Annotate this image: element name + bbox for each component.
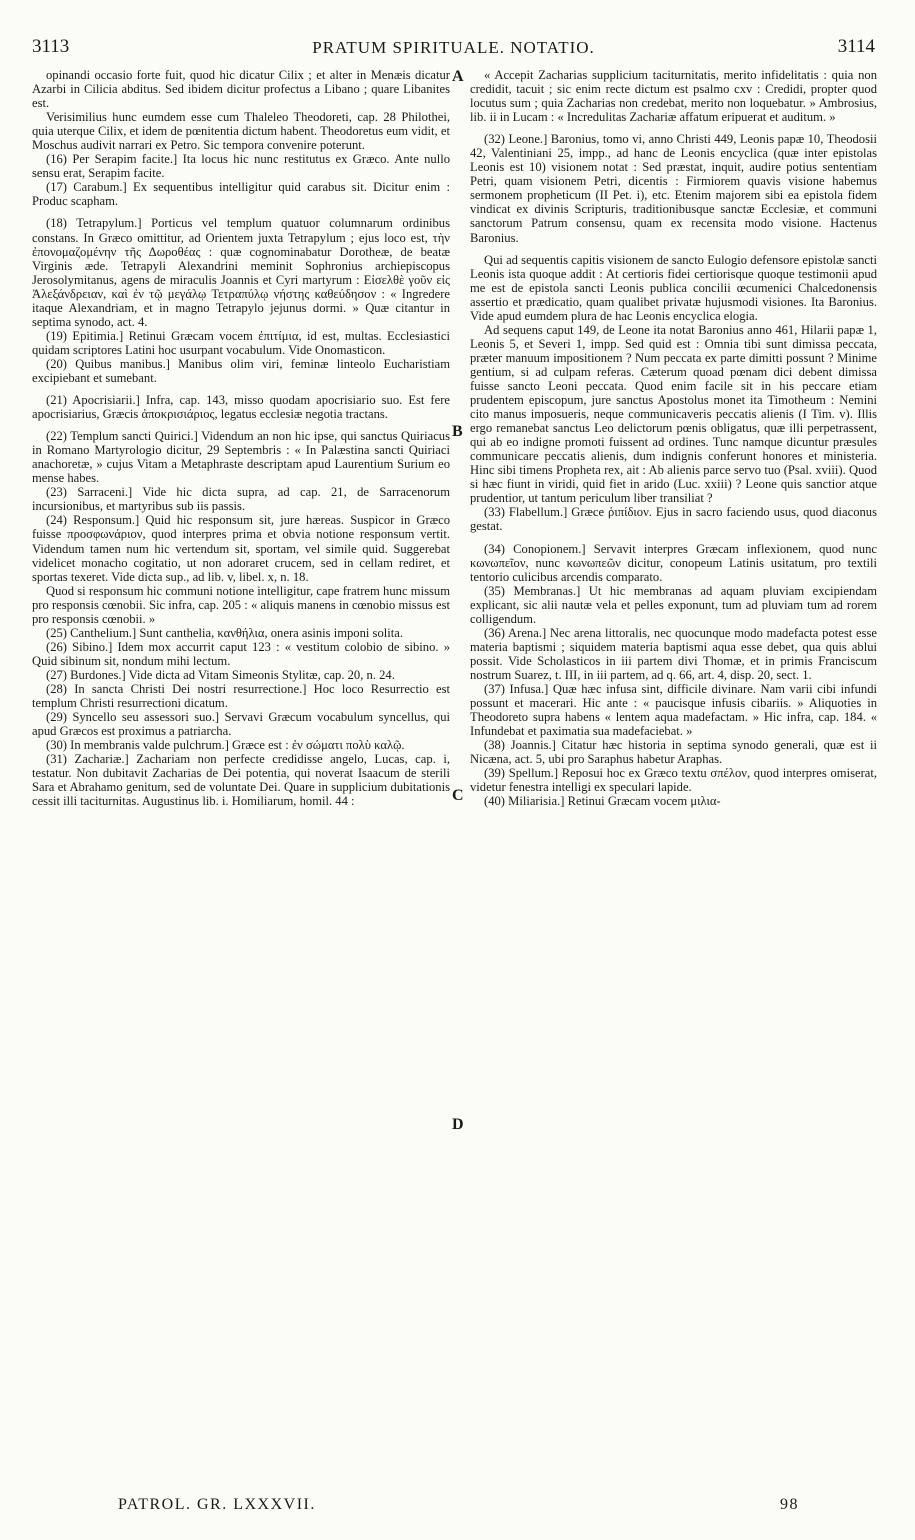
footer-volume: PATROL. GR. LXXXVII. bbox=[118, 1496, 316, 1513]
right-column bbox=[470, 68, 877, 808]
right-column-number: 3114 bbox=[837, 36, 875, 57]
paragraph: Verisimilius hunc eumdem esse cum Thaleleo Theodoreti, cap. 28 Philothei, quia uterque Cilix, et idem de pœnitentia dictum habent. Theodoretus eum vidit, et Moschus audivit narrari ex Petro. Sic tempora convenire poterunt. bbox=[32, 110, 450, 153]
marker-b: B bbox=[452, 423, 463, 440]
paragraph: (29) Syncello seu assessori suo.] Servavi Græcum vocabulum syncellus, qui apud Græcos est proximus a patriarcha. bbox=[32, 710, 450, 739]
paragraph: opinandi occasio forte fuit, quod hic dicatur Cilix ; et alter in Menæis dicatur Azarbi in Cilicia abditus. Sed ibidem dicitur profectus a Libano ; quare Libanites est. bbox=[32, 68, 450, 111]
marker-c: C bbox=[452, 787, 464, 804]
paragraph: Quod si responsum hic communi notione intelligitur, cape fratrem hunc missum pro responsis cœnobii. Sic infra, cap. 205 : « aliquis manens in cœnobio missus est pro responsis cœnobii. » bbox=[32, 583, 450, 626]
paragraph: « Accepit Zacharias supplicium taciturnitatis, merito infidelitatis : quia non credidit, tacuit ; sic enim recte dictum est psalmo cxv : Credidi, propter quod locutus sum ; quia Zacharias non credebat, merito non loquebatur. » Ambrosius, lib. ii in Lucam : « Incredulitas Zachariæ affatum eripuerat et auditum. » bbox=[470, 68, 877, 125]
paragraph: (22) Templum sancti Quirici.] Videndum an non hic ipse, qui sanctus Quiriacus in Romano Martyrologio dicitur, 29 Septembris : « In Palæstina sancti Quiriaci anachoretæ, » cujus Vitam a Metaphraste descriptam apud Laurentium Surium eo mense habes. bbox=[32, 429, 450, 486]
running-header bbox=[32, 36, 875, 64]
paragraph: (20) Quibus manibus.] Manibus olim viri, feminæ linteolo Eucharistiam excipiebant et sumebant. bbox=[32, 356, 450, 385]
running-title: PRATUM SPIRITUALE. NOTATIO. bbox=[312, 38, 595, 57]
paragraph: (17) Carabum.] Ex sequentibus intelligitur quid carabus sit. Dicitur enim : Produc scapham. bbox=[32, 180, 450, 209]
marker-a: A bbox=[452, 68, 464, 85]
paragraph: (25) Canthelium.] Sunt canthelia, κανθήλια, onera asinis imponi solita. bbox=[46, 625, 403, 640]
paragraph: (39) Spellum.] Reposui hoc ex Græco textu σπέλον, quod interpres omiserat, videtur fenestra intelligi ex speculari lapide. bbox=[470, 766, 877, 795]
paragraph: (31) Zachariæ.] Zachariam non perfecte credidisse angelo, Lucas, cap. i, testatur. Non dubitavit Zacharias de Dei potentia, qui noverat Isaacum de sterili Sara et Abrahamo genitum, sed de voluntate Dei. Quare in supplicium dubitationis cessit illi taciturnitas. Augustinus lib. i. Homiliarum, homil. 44 : bbox=[32, 752, 450, 809]
left-column bbox=[32, 68, 450, 808]
paragraph: (38) Joannis.] Citatur hæc historia in septima synodo generali, quæ est ii Nicæna, act. 5, ubi pro Saraphus habetur Araphas. bbox=[470, 738, 877, 767]
paragraph: (26) Sibino.] Idem mox accurrit caput 123 : « vestitum colobio de sibino. » Quid sibinum sit, nondum mihi lectum. bbox=[32, 639, 450, 668]
paragraph: (30) In membranis valde pulchrum.] Græce est : ἐν σώματι πολὺ καλῷ. bbox=[46, 738, 405, 753]
paragraph: Ad sequens caput 149, de Leone ita notat Baronius anno 461, Hilarii papæ 1, Leonis 5, et Severi 1, impp. Sed quid est : Omnia tibi sunt dimissa peccata, præter manuum impositionem ? Num peccata ex parte dimitti possunt ? Minime gentium, si ad culpam referas. Cæterum quoad pœnam dici debent dimissa fuisse sancto Leoni peccata. Quod enim facile sit in his peccare etiam prudentem episcopum, jure sanctus Apostolus monet ita Timotheum : Nemini cito manus imposueris, neque communicaveris peccatis alienis (I Tim. v). Illis ergo remanebat sanctus Leo delictorum pœnis obligatus, quæ illi perpetrassent, qui ab eo indigne promoti fuissent ad ordines. Tunc namque dicuntur præsules communicare peccatis alienis, dum indignis conferunt honores et ministeria. Hinc sibi timens Propheta rex, ait : Ab alienis parce servo tuo (Psal. xviii). Quod si hæc fiunt in viridi, quid fiet in arido (Luc. xxiii) ? Leone quis sanctior atque prudentior, ut tantum periculum liber transiliat ? bbox=[470, 322, 877, 506]
left-column-number: 3113 bbox=[32, 36, 70, 57]
paragraph: (19) Epitimia.] Retinui Græcam vocem ἐπιτίμια, id est, multas. Ecclesiastici quidam scriptores Latini hoc usurpant vocabulum. Vide Onomasticon. bbox=[32, 328, 450, 357]
paragraph: (23) Sarraceni.] Vide hic dicta supra, ad cap. 21, de Sarracenorum incursionibus, et martyribus sub iis passis. bbox=[32, 485, 450, 514]
paragraph: (21) Apocrisiarii.] Infra, cap. 143, misso quodam apocrisiario suo. Est fere apocrisiarius, Græcis ἀποκρισιάριος, legatus ecclesiæ negotia tractans. bbox=[32, 393, 450, 422]
paragraph: (37) Infusa.] Quæ hæc infusa sint, difficile divinare. Nam varii cibi infundi possunt et macerari. Hic ante : « paucisque infusis cibariis. » Aliquoties in Theodoreto supra habens « lentem aqua madefactam. » Hic infra, cap. 184. « Infundebat et paximatia sua madefaciebat. » bbox=[470, 681, 877, 739]
footer-page-number: 98 bbox=[780, 1496, 799, 1513]
marker-d: D bbox=[452, 1116, 464, 1133]
paragraph: (18) Tetrapylum.] Porticus vel templum quatuor columnarum ordinibus constans. In Græco omittitur, ad Orientem juxta Tetrapylum ; ejus loco est, τὴν ἐπονομαζομένην τῆς Δωροθέας : quæ cognominabatur Dorotheæ, de beatæ Virginis æde. Tetrapyli Alexandrini meminit Sophronius archiepiscopus Jerosolymitanus, agens de miraculis Joannis et Cyri martyrum : Εἰσελθὲ γοῦν εἰς Ἀλεξάνδρειαν, καὶ ἐν τῷ μεγάλῳ Τετραπύλῳ νήστης καθεύδησον : « Ingredere itaque Alexandriam, et in magno Tetrapylo jejunus dormi. » Quæ citantur in septima synodo, act. 4. bbox=[32, 216, 450, 329]
paragraph: (36) Arena.] Nec arena littoralis, nec quocunque modo madefacta potest esse materia baptismi ; siquidem materia baptismi aqua esse debet, qua quis ablui possit. Vide Scholasticos in iii partem divi Thomæ, et in primis Franciscum nostrum Suarez, t. III, in iii partem, ad q. 66, art. 4, disp. 20, sect. 1. bbox=[470, 625, 877, 682]
paragraph: (28) In sancta Christi Dei nostri resurrectione.] Hoc loco Resurrectio est templum Christi resurrectioni dicatum. bbox=[32, 681, 450, 711]
paragraph: (32) Leone.] Baronius, tomo vi, anno Christi 449, Leonis papæ 10, Theodosii 42, Valentiniani 25, impp., ad hanc de Leonis encyclica (quæ inter epistolas Leonis est 10) visionem notat : Sed præstat, inquit, audire potius sententiam Petri, quam visionem Petri, dicentis : Firmiorem quavis visione habemus sermonem propheticum (II Pet. i), etc. Etenim majorem sibi ea epistola fidem vindicat ex divinis Scripturis, traditionibusque sanctæ Ecclesiæ, et communi sanctorum Patrum consensu, quam ex recensita modo visione. Hactenus Baronius. bbox=[470, 132, 877, 245]
paragraph: (33) Flabellum.] Græce ῥιπίδιον. Ejus in sacro faciendo usus, quod diaconus gestat. bbox=[470, 505, 877, 534]
paragraph: (40) Miliarisia.] Retinui Græcam vocem μιλια- bbox=[484, 794, 721, 809]
paragraph: (24) Responsum.] Quid hic responsum sit, jure hæreas. Suspicor in Græco fuisse πρoσφωνάριον, quod interpres prima et obvia notione responsum vertit. Videndum tamen num hic vertendum sit, sportam, vel simile quid. Suggerebat videlicet monacho cogitatio, ut non adoraret crucem, sed in cellam rediret, et sportas texeret. Vide dicta sup., ad lib. v, libel. x, n. 18. bbox=[32, 513, 450, 584]
paragraph: Qui ad sequentis capitis visionem de sancto Eulogio defensore epistolæ sancti Leonis ista quoque addit : At certioris fidei certiorisque quoque testimonii apud me est de epistola sancti Leonis publica concilii œcumenici Chalcedonensis assertio et prædicatio, quam qualibet privatæ hujusmodi visiones. Ita Baronius. Vide apud eumdem plura de hac Leonis encyclica elogia. bbox=[470, 252, 877, 323]
paragraph: (35) Membranas.] Ut hic membranas ad aquam pluviam excipiendam explicant, sic alii nautæ vela et pelles exponunt, tum ad pluviam tum ad rorem colligendum. bbox=[470, 583, 877, 626]
paragraph: (16) Per Serapim facite.] Ita locus hic nunc restitutus ex Græco. Ante nullo sensu erat, Serapim facite. bbox=[32, 152, 450, 181]
paragraph: (27) Burdones.] Vide dicta ad Vitam Simeonis Stylitæ, cap. 20, n. 24. bbox=[46, 667, 395, 682]
paragraph: (34) Conopionem.] Servavit interpres Græcam inflexionem, quod nunc κωνωπεῖον, nunc κωνωπεῶν dicitur, conopeum Latinis usitatum, pro textili tentorio culicibus arcendis comparato. bbox=[470, 541, 877, 584]
